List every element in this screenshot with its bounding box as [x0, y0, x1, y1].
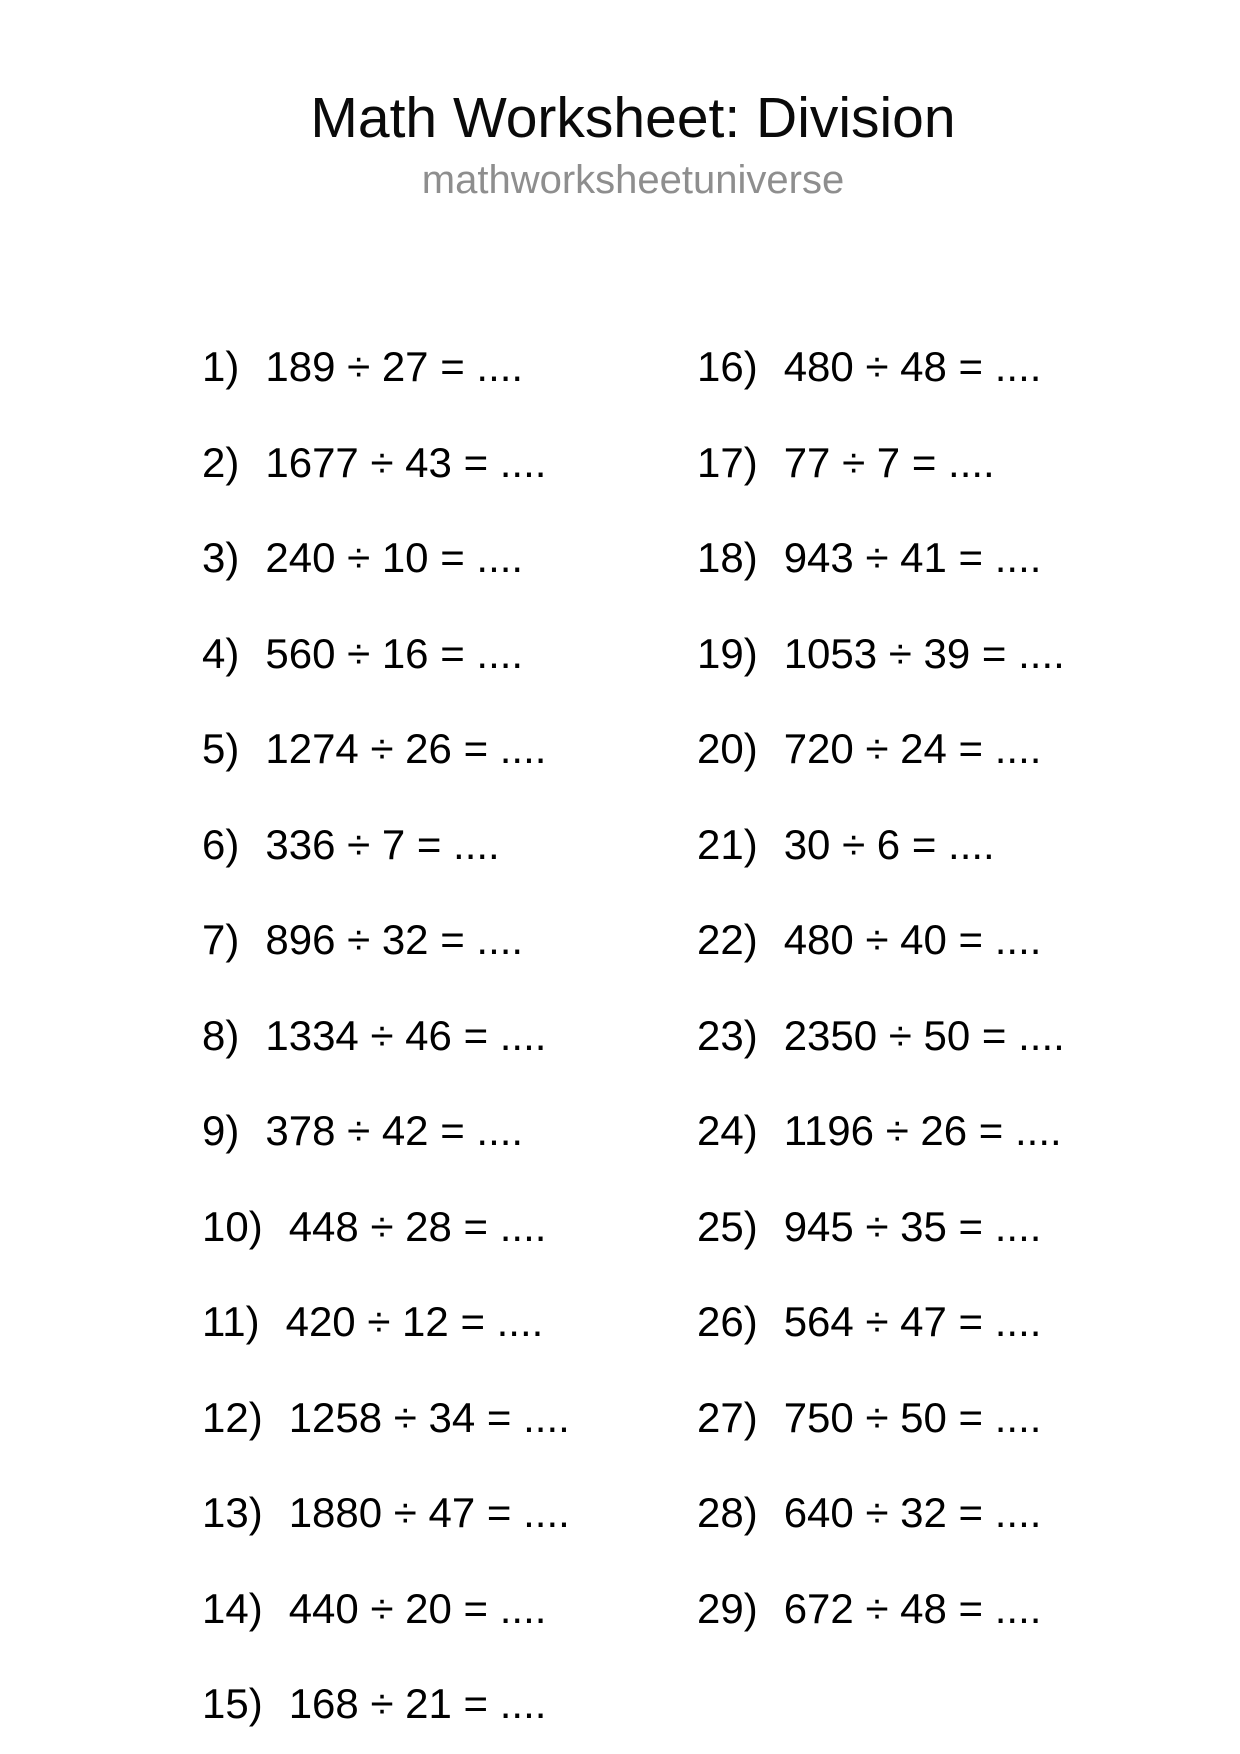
- problem-number: 24): [697, 1107, 758, 1154]
- problem-row: [202, 437, 570, 489]
- problem-number: 8): [202, 1011, 240, 1059]
- problem-row: [697, 1392, 1065, 1444]
- problem-expression: 480 ÷ 48 = ....: [783, 343, 1042, 390]
- problem-row: [202, 914, 570, 966]
- problem-number: 5): [202, 725, 240, 772]
- problem-row: [697, 1583, 1065, 1635]
- problem-expression: 750 ÷ 50 = ....: [783, 1393, 1042, 1441]
- problem-number: 2): [202, 438, 240, 486]
- problem-expression: 720 ÷ 24 = ....: [783, 725, 1042, 772]
- problem-number: 21): [697, 820, 758, 868]
- problem-number: 17): [697, 438, 758, 486]
- problem-row: [697, 1201, 1065, 1253]
- problem-number: 26): [697, 1298, 758, 1345]
- problem-row: [697, 819, 1065, 871]
- problem-expression: 943 ÷ 41 = ....: [783, 534, 1042, 581]
- problem-number: 22): [697, 916, 758, 963]
- problems-column-left: [202, 341, 570, 1730]
- problem-expression: 896 ÷ 32 = ....: [265, 916, 524, 963]
- problem-number: 25): [697, 1202, 758, 1250]
- problem-row: [202, 1296, 570, 1348]
- problem-row: [202, 341, 570, 393]
- page-subtitle: mathworksheetuniverse: [421, 158, 845, 202]
- problem-number: 28): [697, 1489, 758, 1536]
- problem-expression: 77 ÷ 7 = ....: [783, 438, 995, 486]
- problem-expression: 2350 ÷ 50 = ....: [783, 1011, 1065, 1059]
- problem-expression: 440 ÷ 20 = ....: [288, 1584, 547, 1632]
- problem-number: 20): [697, 725, 758, 772]
- problem-number: 23): [697, 1011, 758, 1059]
- problem-number: 1): [202, 343, 240, 390]
- problem-number: 3): [202, 534, 240, 581]
- problem-expression: 945 ÷ 35 = ....: [783, 1202, 1042, 1250]
- problem-row: [697, 1105, 1065, 1157]
- problem-expression: 168 ÷ 21 = ....: [288, 1680, 547, 1727]
- problem-number: 18): [697, 534, 758, 581]
- problem-row: [697, 723, 1065, 775]
- problem-row: [697, 628, 1065, 680]
- problem-expression: 560 ÷ 16 = ....: [265, 629, 524, 677]
- problem-expression: 189 ÷ 27 = ....: [265, 343, 524, 390]
- problem-expression: 420 ÷ 12 = ....: [285, 1298, 544, 1345]
- problem-expression: 1053 ÷ 39 = ....: [783, 629, 1065, 677]
- problem-row: [697, 532, 1065, 584]
- problem-row: [697, 1487, 1065, 1539]
- problem-row: [202, 1105, 570, 1157]
- problem-row: [202, 1487, 570, 1539]
- problem-expression: 1880 ÷ 47 = ....: [288, 1489, 570, 1536]
- problem-row: [202, 1201, 570, 1253]
- problem-row: [697, 1296, 1065, 1348]
- problem-number: 13): [202, 1489, 263, 1536]
- problem-row: [202, 532, 570, 584]
- problem-number: 9): [202, 1107, 240, 1154]
- problem-number: 16): [697, 343, 758, 390]
- problem-expression: 672 ÷ 48 = ....: [783, 1584, 1042, 1632]
- problem-number: 10): [202, 1202, 263, 1250]
- problem-number: 27): [697, 1393, 758, 1441]
- problem-number: 14): [202, 1584, 263, 1632]
- problem-number: 4): [202, 629, 240, 677]
- problem-expression: 1196 ÷ 26 = ....: [783, 1107, 1062, 1154]
- problem-expression: 480 ÷ 40 = ....: [783, 916, 1042, 963]
- problem-expression: 1258 ÷ 34 = ....: [288, 1393, 570, 1441]
- problem-expression: 564 ÷ 47 = ....: [783, 1298, 1042, 1345]
- problem-number: 15): [202, 1680, 263, 1727]
- problem-expression: 448 ÷ 28 = ....: [288, 1202, 547, 1250]
- problem-expression: 336 ÷ 7 = ....: [265, 820, 500, 868]
- problem-row: [202, 1678, 570, 1730]
- problem-number: 7): [202, 916, 240, 963]
- problem-row: [202, 1010, 570, 1062]
- problem-row: [202, 628, 570, 680]
- problem-expression: 640 ÷ 32 = ....: [783, 1489, 1042, 1536]
- problem-expression: 1334 ÷ 46 = ....: [265, 1011, 547, 1059]
- problem-expression: 30 ÷ 6 = ....: [783, 820, 995, 868]
- problem-row: [697, 437, 1065, 489]
- problem-expression: 1677 ÷ 43 = ....: [265, 438, 547, 486]
- problem-row: [202, 819, 570, 871]
- problem-number: 12): [202, 1393, 263, 1441]
- problem-row: [202, 1583, 570, 1635]
- problem-row: [697, 1010, 1065, 1062]
- problem-number: 11): [202, 1298, 260, 1345]
- problem-number: 19): [697, 629, 758, 677]
- problem-number: 6): [202, 820, 240, 868]
- problem-row: [697, 341, 1065, 393]
- problem-row: [697, 914, 1065, 966]
- problem-row: [202, 723, 570, 775]
- problems-column-right: [697, 341, 1065, 1634]
- problem-expression: 378 ÷ 42 = ....: [265, 1107, 524, 1154]
- problem-expression: 240 ÷ 10 = ....: [265, 534, 524, 581]
- problem-row: [202, 1392, 570, 1444]
- problem-number: 29): [697, 1584, 758, 1632]
- problem-expression: 1274 ÷ 26 = ....: [265, 725, 547, 772]
- page-title: Math Worksheet: Division: [310, 86, 956, 150]
